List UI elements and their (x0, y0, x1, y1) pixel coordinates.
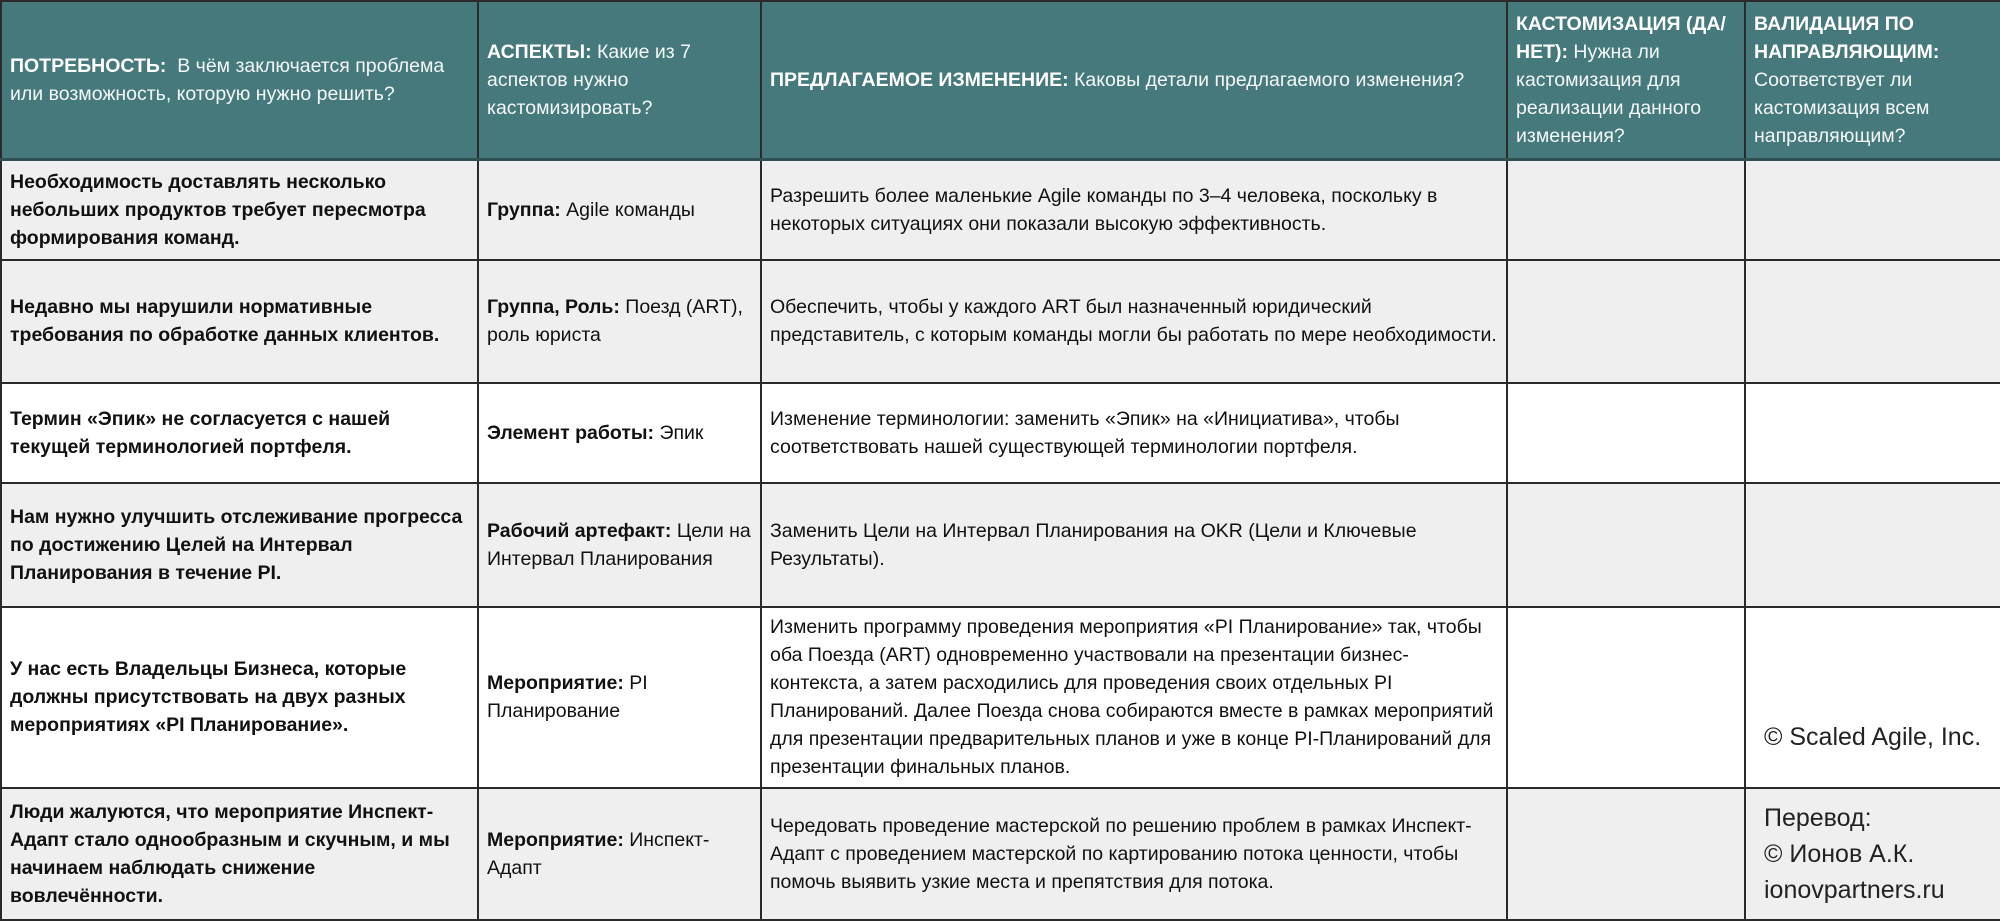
header-row (1, 1, 2000, 160)
aspect-cell (478, 260, 761, 383)
table-row (1, 788, 2000, 920)
customization-cell[interactable] (1507, 607, 1745, 788)
change-cell: Разрешить более маленькие Agile команды по 3–4 человека, поскольку в некоторых ситуациях они показали высокую эффективность. (761, 160, 1507, 260)
table-row (1, 383, 2000, 483)
change-cell: Чередовать проведение мастерской по решению проблем в рамках Инспект-Адапт с проведением мастерской по картированию потока ценности, чтобы помочь выявить узкие места и препятствия для потока. (761, 788, 1507, 920)
header-change (761, 1, 1507, 160)
need-cell: Необходимость доставлять несколько небольших продуктов требует пересмотра формирования команд. (1, 160, 478, 260)
header-aspects-label: АСПЕКТЫ: (487, 41, 592, 63)
translator-name: © Ионов А.К. (1764, 839, 1915, 868)
copyright-scaled-agile: © Scaled Agile, Inc. (1745, 607, 2000, 788)
aspect-label: Рабочий артефакт: (487, 519, 672, 542)
header-need-label: ПОТРЕБНОСТЬ: (10, 55, 167, 77)
aspect-value: PI Планирование (487, 672, 648, 722)
header-customization-label: КАСТОМИЗАЦИЯ (ДА/НЕТ): (1516, 13, 1726, 63)
validation-cell[interactable] (1745, 260, 2000, 383)
need-cell: У нас есть Владельцы Бизнеса, которые должны присутствовать на двух разных мероприятиях «PI Планирование». (1, 607, 478, 788)
aspect-value: Эпик (659, 421, 704, 444)
need-cell: Люди жалуются, что мероприятие Инспект-Адапт стало однообразным и скучным, и мы начинаем наблюдать снижение вовлечённости. (1, 788, 478, 920)
aspect-value: Agile команды (566, 198, 695, 221)
header-validation (1745, 1, 2000, 160)
header-need-question: В чём заключается проблема или возможность, которую нужно решить? (10, 55, 445, 105)
header-aspects-question: Какие из 7 аспектов нужно кастомизировать? (487, 41, 692, 119)
customization-cell[interactable] (1507, 788, 1745, 920)
aspect-label: Мероприятие: (487, 672, 624, 694)
aspect-label: Группа: (487, 198, 561, 221)
aspect-label: Элемент работы: (487, 421, 655, 444)
change-cell: Изменение терминологии: заменить «Эпик» на «Инициатива», чтобы соответствовать нашей существующей терминологии портфеля. (761, 383, 1507, 483)
translation-label: Перевод: (1764, 803, 1872, 832)
customization-cell[interactable] (1507, 383, 1745, 483)
customization-cell[interactable] (1507, 260, 1745, 383)
header-validation-label: ВАЛИДАЦИЯ ПО НАПРАВЛЯЮЩИМ: (1754, 13, 1940, 63)
need-cell: Недавно мы нарушили нормативные требования по обработке данных клиентов. (1, 260, 478, 383)
table-row (1, 607, 2000, 788)
aspect-cell (478, 483, 761, 607)
table-row (1, 483, 2000, 607)
aspect-label: Группа, Роль: (487, 296, 620, 318)
aspect-value: Поезд (ART), роль юриста (487, 296, 743, 346)
header-need (1, 1, 478, 160)
change-cell: Обеспечить, чтобы у каждого ART был назначенный юридический представитель, с которым команды могли бы работать по мере необходимости. (761, 260, 1507, 383)
validation-cell[interactable] (1745, 383, 2000, 483)
header-aspects (478, 1, 761, 160)
validation-cell[interactable] (1745, 160, 2000, 260)
aspect-value: Инспект-Адапт (487, 828, 710, 879)
customization-cell[interactable] (1507, 483, 1745, 607)
header-change-label: ПРЕДЛАГАЕМОЕ ИЗМЕНЕНИЕ: (770, 69, 1069, 91)
aspect-cell (478, 160, 761, 260)
translator-website[interactable]: ionovpartners.ru (1764, 875, 1945, 904)
translation-credit (1745, 788, 2000, 920)
validation-cell[interactable] (1745, 483, 2000, 607)
need-cell: Термин «Эпик» не согласуется с нашей текущей терминологией портфеля. (1, 383, 478, 483)
header-change-question: Каковы детали предлагаемого изменения? (1074, 69, 1465, 91)
change-cell: Изменить программу проведения мероприятия «PI Планирование» так, чтобы оба Поезда (ART) одновременно участвовали на презентации бизнес-контекста, а затем расходились для проведения своих отдельных PI Планирований. Далее Поезда снова собираются вместе в рамках мероприятий для презентации предварительных планов и уже в конце PI-Планирований для презентации финальных планов. (761, 607, 1507, 788)
aspect-label: Мероприятие: (487, 828, 624, 851)
aspect-value: Цели на Интервал Планирования (487, 519, 751, 570)
aspect-cell (478, 607, 761, 788)
change-cell: Заменить Цели на Интервал Планирования на OKR (Цели и Ключевые Результаты). (761, 483, 1507, 607)
aspect-cell (478, 788, 761, 920)
need-cell: Нам нужно улучшить отслеживание прогресса по достижению Целей на Интервал Планирования в течение PI. (1, 483, 478, 607)
aspect-cell (478, 383, 761, 483)
table-row (1, 260, 2000, 383)
customization-cell[interactable] (1507, 160, 1745, 260)
header-customization (1507, 1, 1745, 160)
table-row (1, 160, 2000, 260)
header-customization-question: Нужна ли кастомизация для реализации данного изменения? (1516, 41, 1702, 147)
header-validation-question: Соответствует ли кастомизация всем направляющим? (1754, 69, 1930, 147)
